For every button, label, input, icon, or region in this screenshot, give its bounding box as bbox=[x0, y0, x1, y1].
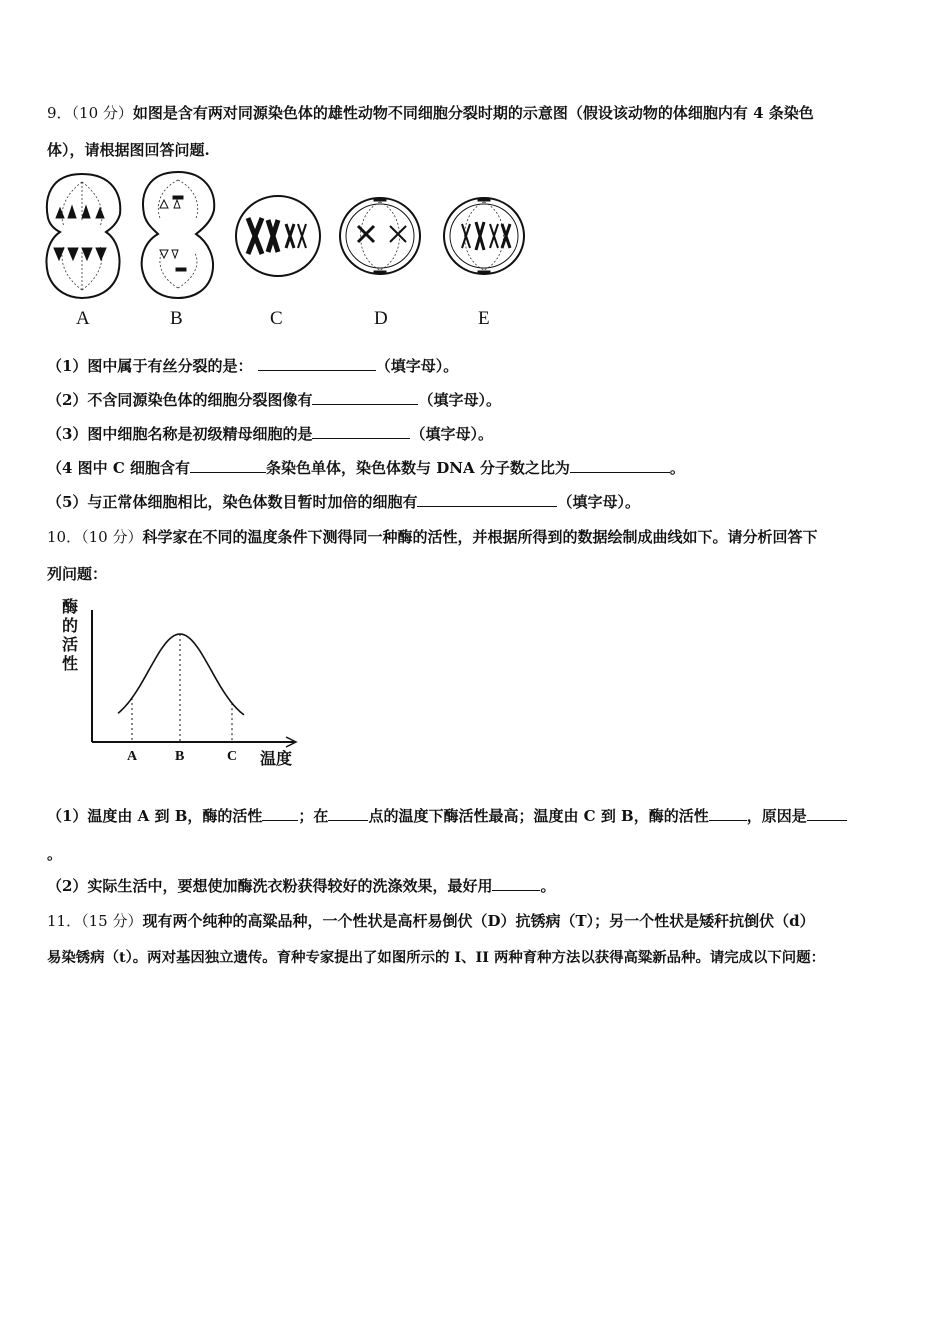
q9-stem-2: 体），请根据图回答问题. bbox=[47, 141, 210, 159]
q10-sub1: （1）温度由 A 到 B，酶的活性 ；在 点的温度下酶活性最高；温度由 C 到 B，酶的活性 ，原因是 bbox=[47, 806, 847, 826]
q10-stem-1: 科学家在不同的温度条件下测得同一种酶的活性，并根据所得到的数据绘制成曲线如下。请分析回答下 bbox=[142, 528, 818, 546]
answer-blank[interactable] bbox=[570, 458, 670, 473]
q10-sub2: （2）实际生活中，要想使加酶洗衣粉获得较好的洗涤效果，最好用 。 bbox=[47, 877, 556, 895]
cell-d-outline bbox=[340, 198, 420, 274]
q9-sub5: （5）与正常体细胞相比，染色体数目暂时加倍的细胞有 （填字母）。 bbox=[47, 493, 640, 511]
cell-e-outline bbox=[444, 198, 524, 274]
answer-blank[interactable] bbox=[262, 806, 298, 821]
cell-a-outline bbox=[47, 174, 121, 298]
cell-label-b: B bbox=[170, 308, 183, 329]
x-tick-b: B bbox=[175, 749, 185, 764]
q10-stem-2: 列问题： bbox=[47, 565, 108, 583]
enzyme-activity-chart bbox=[58, 596, 318, 774]
q10-line1 bbox=[47, 527, 817, 547]
answer-blank[interactable] bbox=[190, 458, 266, 473]
cell-b-outline bbox=[142, 172, 215, 298]
answer-blank[interactable] bbox=[417, 492, 557, 507]
q11-line1 bbox=[47, 911, 815, 931]
q9-number: 9． bbox=[47, 104, 72, 122]
q9-sub4: （4 图中 C 细胞含有 条染色单体，染色体数与 DNA 分子数之比为 。 bbox=[47, 459, 685, 477]
q11-stem-1: 现有两个纯种的高粱品种，一个性状是高杆易倒伏（D）抗锈病（T）；另一个性状是矮秆抗倒伏（d） bbox=[142, 912, 815, 930]
answer-blank[interactable] bbox=[709, 806, 747, 821]
q9-stem-1: 如图是含有两对同源染色体的雄性动物不同细胞分裂时期的示意图（假设该动物的体细胞内有 4 条染色 bbox=[132, 104, 814, 122]
cell-division-figure bbox=[40, 168, 540, 336]
q11-stem-2: 易染锈病（t）。两对基因独立遗传。育种专家提出了如图所示的 I、II 两种育种方法以获得高粱新品种。请完成以下问题： bbox=[47, 949, 825, 966]
q10-sub1-end: 。 bbox=[47, 845, 63, 863]
cell-label-d: D bbox=[374, 308, 388, 329]
x-axis-label: 温度 bbox=[260, 749, 293, 768]
x-tick-c: C bbox=[227, 749, 238, 764]
q11-score: （15 分） bbox=[81, 912, 143, 930]
q10-number: 10． bbox=[47, 528, 82, 546]
answer-blank[interactable] bbox=[492, 876, 540, 891]
answer-blank[interactable] bbox=[312, 390, 418, 405]
y-axis-label: 酶的活性 bbox=[62, 597, 79, 673]
q10-score: （10 分） bbox=[81, 528, 143, 546]
answer-blank[interactable] bbox=[258, 356, 376, 371]
cell-c-outline bbox=[236, 196, 320, 276]
answer-blank[interactable] bbox=[328, 806, 368, 821]
activity-curve bbox=[118, 634, 244, 715]
q9-score: （10 分） bbox=[71, 104, 133, 122]
answer-blank[interactable] bbox=[807, 806, 847, 821]
q9-sub3: （3）图中细胞名称是初级精母细胞的是 （填字母）。 bbox=[47, 425, 493, 443]
x-tick-a: A bbox=[127, 749, 138, 764]
q9-line1 bbox=[47, 103, 814, 123]
answer-blank[interactable] bbox=[312, 424, 410, 439]
q9-sub2: （2）不含同源染色体的细胞分裂图像有 （填字母）。 bbox=[47, 391, 501, 409]
cell-label-e: E bbox=[478, 308, 490, 329]
q11-number: 11． bbox=[47, 912, 82, 930]
cell-label-a: A bbox=[76, 308, 90, 329]
cell-label-c: C bbox=[270, 308, 283, 329]
q9-sub1: （1）图中属于有丝分裂的是： （填字母）。 bbox=[47, 357, 459, 375]
